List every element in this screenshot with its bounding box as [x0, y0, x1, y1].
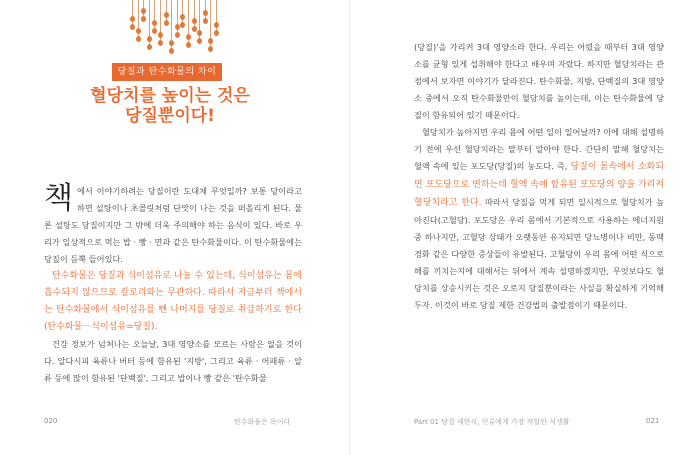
- bead: [197, 38, 202, 44]
- bead: [192, 26, 197, 32]
- bead: [208, 38, 213, 44]
- bead-string: [149, 0, 150, 50]
- bead: [169, 40, 174, 46]
- bead: [158, 40, 163, 46]
- right-paragraph-2-end: 따라서 당질을 먹게 되면 일시적으로 혈당치가 높아진다(고혈당). 포도당은 우리 몸에서 기본적으로 사용하는 에너지원 중 하나지만, 고혈당 상태가 오랫동안 유지되면 당뇨병이나 비만, 동맥경화 같은 다양한 증상들이 유발된다. 고혈당이 우리 몸에 어떤 식으로 해를 끼치는지에 대해서는 뒤에서 계속 설명하겠지만, 무엇보다도 혈당치를 상승시키는 것은 오로지 당질뿐이라는 사실을 확실하게 기억해 두자. 이것이 바로 당질 제한 건강법의 출발점이기 때문이다.: [414, 197, 664, 310]
- bead: [186, 34, 191, 40]
- nutrients-paragraph: 건강 정보가 넘쳐나는 오늘날, 3대 영양소를 모르는 사람은 없을 것이다. 알다시피 육류나 버터 등에 함유된 '지방', 그리고 육류 · 어패류 · 알류 등에 많이 함유된 '단백질', 그리고 밥이나 빵 같은 '탄수화물: [44, 339, 302, 383]
- right-body: [414, 39, 664, 314]
- running-title-left: 탄수화물은 독이다: [234, 418, 291, 426]
- right-highlight: 당질이 몸속에서 소화되면 포도당으로 변하는데 혈액 속에 함유된 포도당의 양을 가리켜 혈당치라고 한다.: [414, 162, 664, 208]
- bead: [164, 12, 169, 18]
- bead: [136, 28, 141, 34]
- bead: [141, 16, 146, 22]
- bead-string: [210, 0, 211, 52]
- page-number-left: 020: [44, 417, 58, 425]
- drop-cap: 책: [44, 181, 73, 216]
- section-label: 당질과 탄수화물의 차이: [112, 63, 222, 81]
- bead: [136, 36, 141, 42]
- bead: [192, 18, 197, 24]
- hanging-beads-ornament: [128, 0, 224, 58]
- right-paragraph-2: [414, 124, 664, 314]
- intro-paragraph: [44, 183, 302, 268]
- bead: [208, 46, 213, 52]
- bead: [164, 20, 169, 26]
- highlight-paragraph: 탄수화물은 당질과 식이섬유로 나눌 수 있는데, 식이섬유는 몸에 흡수되지 않으므로 칼로리와는 무관하다. 따라서 지금부터 책에서는 탄수화물에서 식이섬유를 뺀 나머지를 당질로 취급하기로 한다(탄수화물－식이섬유=당질).: [44, 271, 302, 332]
- bead: [214, 22, 219, 28]
- bead: [152, 20, 157, 26]
- bead: [152, 28, 157, 34]
- bead: [214, 30, 219, 36]
- right-page: [350, 0, 700, 455]
- left-body: [44, 183, 302, 387]
- bead: [158, 32, 163, 38]
- headline-line-2: 당질뿐이다!: [125, 106, 215, 126]
- bead: [147, 44, 152, 50]
- bead-string: [188, 0, 189, 48]
- running-title-right: Part 01 당질 제한식, 인류에게 가장 적합한 식생활: [414, 418, 570, 426]
- bead: [141, 8, 146, 14]
- bead: [147, 36, 152, 42]
- bead: [203, 10, 208, 16]
- bead: [186, 42, 191, 48]
- page-number-right: 021: [646, 417, 660, 425]
- right-paragraph-1: (당질)'을 가리켜 3대 영양소라 한다. 우리는 어렸을 때부터 3대 영양소를 균형 있게 섭취해야 한다고 배우며 자랐다. 하지만 혈당치라는 관점에서 보자면 이야기가 달라진다. 탄수화물, 지방, 단백질의 3대 영양소 중에서 오직 탄수화물만이 혈당치를 높이는데, 이는 탄수화물에 당질이 함유되어 있기 때문이다.: [414, 42, 664, 120]
- bead: [197, 30, 202, 36]
- right-paragraph-2-start: 혈당치가 높아지면 우리 몸에 어떤 일이 일어날까? 이에 대해 설명하기 전에 우선 혈당치라는 말부터 알아야 한다. 간단히 말해 혈당치는 혈액 속에 있는 포도당(당질)의 농도다. 즉,: [414, 127, 664, 171]
- chapter-headline: [70, 86, 270, 126]
- bead: [203, 18, 208, 24]
- bead: [175, 24, 180, 30]
- bead: [180, 14, 185, 20]
- intro-text: 에서 이야기하려는 당질이란 도대체 무엇일까? 보통 당이라고 하면 설탕이나 초콜릿처럼 단맛이 나는 것을 떠올리게 된다. 물론 설탕도 당질이지만 그 밖에 더욱 주의해야 하는 음식이 있다. 바로 우리가 일상적으로 먹는 밥 · 빵 · 면과 같은 탄수화물이다. 이 탄수화물에는 당질이 듬뿍 들어있다.: [44, 186, 302, 264]
- bead: [169, 48, 174, 54]
- bead: [130, 24, 135, 30]
- bead: [130, 16, 135, 22]
- bead: [175, 32, 180, 38]
- headline-line-1: 혈당치를 높이는 것은: [90, 86, 250, 106]
- bead: [180, 22, 185, 28]
